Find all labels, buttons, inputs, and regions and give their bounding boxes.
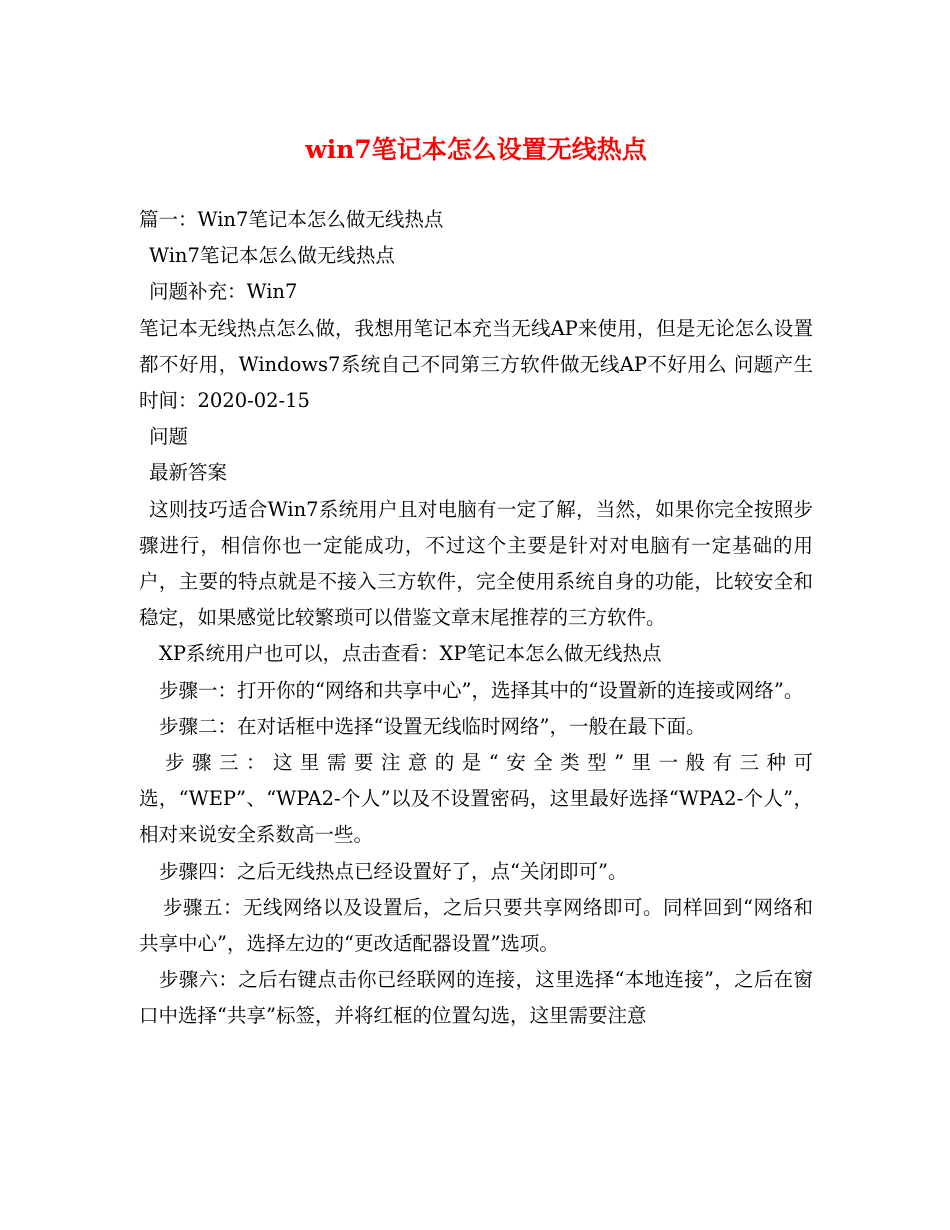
step-4: 步骤四：之后无线热点已经设置好了，点“关闭即可”。	[159, 859, 628, 883]
label-question: 问题	[149, 425, 189, 449]
step-6: 步骤六：之后右键点击你已经联网的连接，这里选择“本地连接”，之后在窗口中选择“共享”标签，并将红框的位置勾选，这里需要注意	[139, 968, 813, 1028]
question-title: Win7笔记本怎么做无线热点	[149, 244, 395, 268]
question-body: 笔记本无线热点怎么做，我想用笔记本充当无线AP来使用，但是无论怎么设置都不好用，Windows7系统自己不同第三方软件做无线AP不好用么 问题产生时间：2020-02-15	[139, 316, 813, 413]
section-heading: 篇一：Win7笔记本怎么做无线热点	[139, 208, 444, 231]
step-1: 步骤一：打开你的“网络和共享中心”，选择其中的“设置新的连接或网络”。	[159, 678, 804, 702]
question-supplement: 问题补充：Win7	[149, 280, 298, 304]
label-answer: 最新答案	[149, 461, 228, 485]
answer-intro: 这则技巧适合Win7系统用户且对电脑有一定了解，当然，如果你完全按照步骤进行，相信你也一定能成功，不过这个主要是针对对电脑有一定基础的用户，主要的特点就是不接入三方软件，完全使用系统自身的功能，比较安全和稳定，如果感觉比较繁琐可以借鉴文章末尾推荐的三方软件。	[139, 497, 813, 630]
step-5: 步骤五：无线网络以及设置后，之后只要共享网络即可。同样回到“网络和共享中心”，选择左边的“更改适配器设置”选项。	[139, 895, 813, 956]
document-title: win7笔记本怎么设置无线热点	[305, 135, 647, 164]
step-2: 步骤二：在对话框中选择“设置无线临时网络”，一般在最下面。	[159, 714, 706, 738]
step-3: 步骤三：这里需要注意的是“安全类型”里一般有三种可选，“WEP”、“WPA2-个人”以及不设置密码，这里最好选择“WPA2-个人”，相对来说安全系数高一些。	[139, 751, 813, 847]
xp-note: XP系统用户也可以，点击查看：XP笔记本怎么做无线热点	[159, 642, 662, 666]
